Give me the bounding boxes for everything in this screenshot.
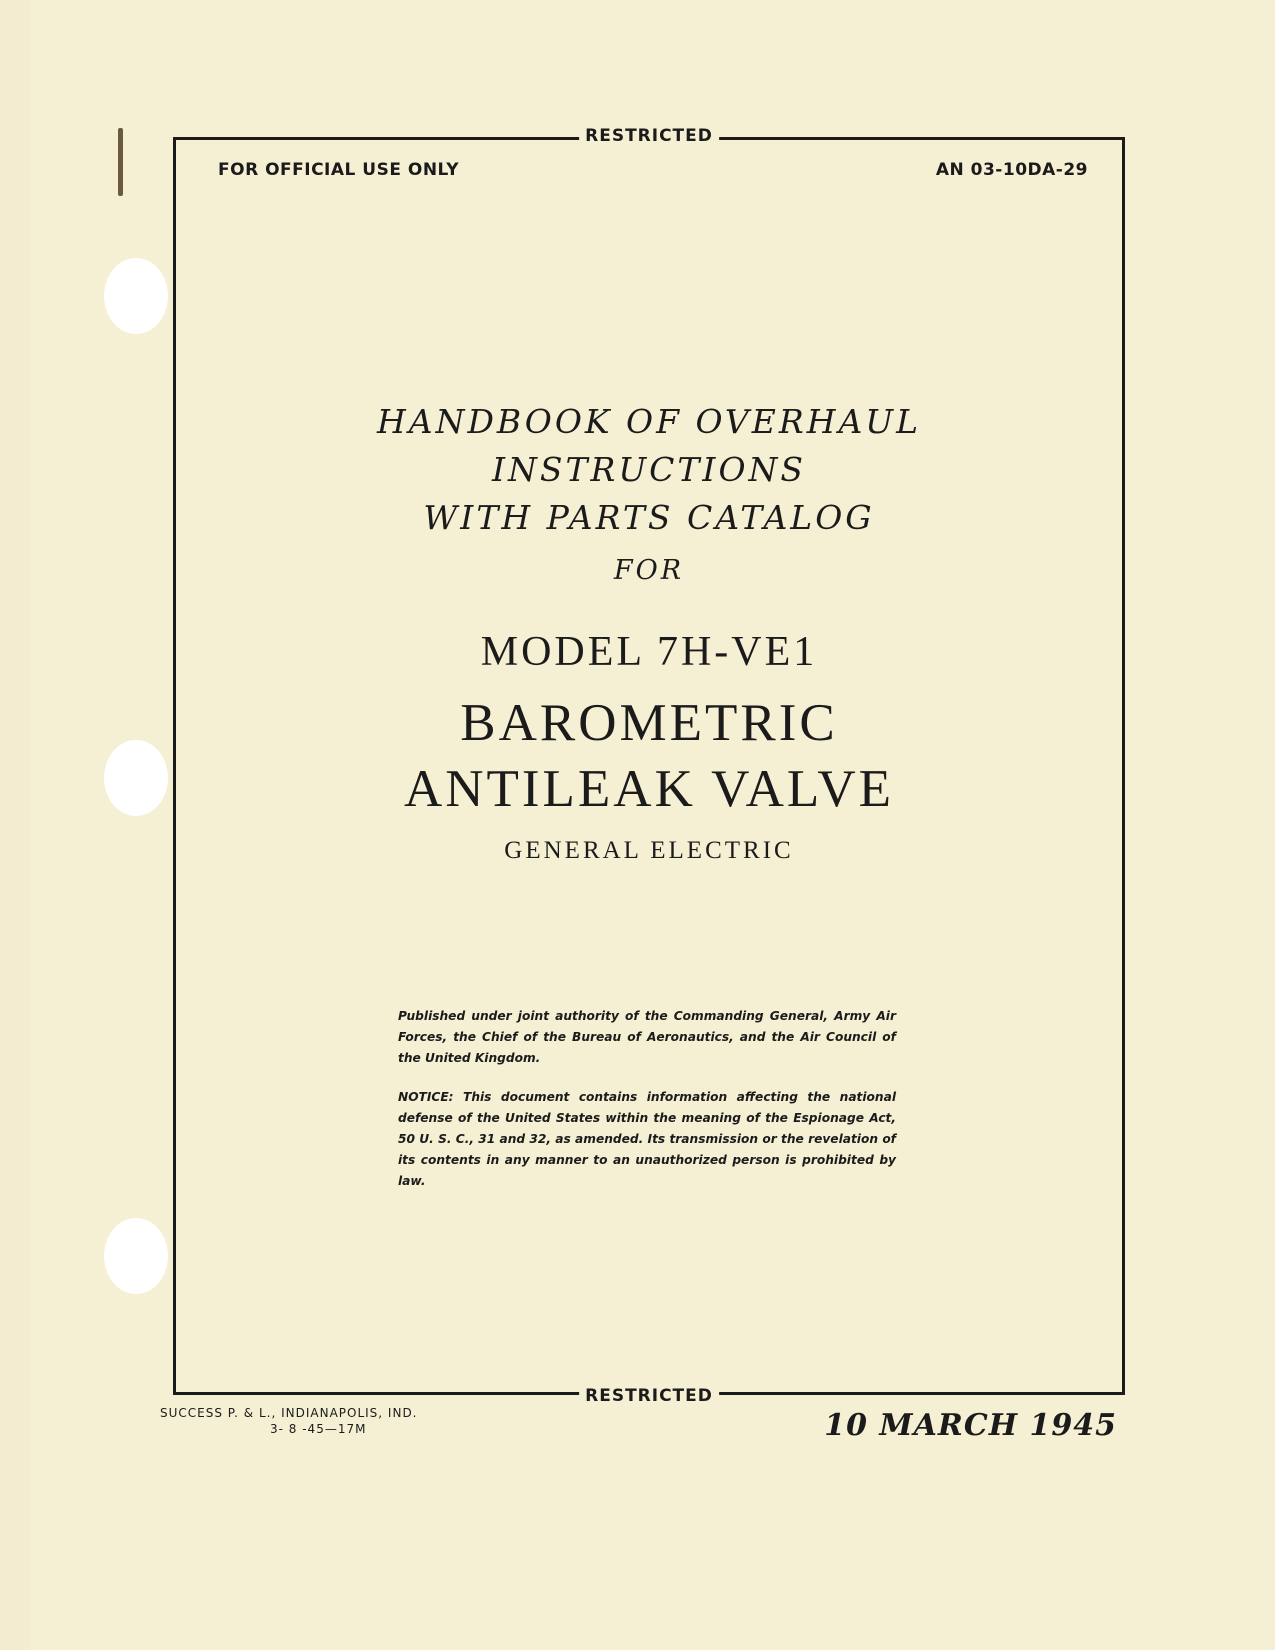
title-line-2: INSTRUCTIONS	[491, 450, 807, 489]
title-line-3: WITH PARTS CATALOG	[423, 498, 875, 537]
binder-hole-middle	[104, 740, 168, 816]
manufacturer: GENERAL ELECTRIC	[504, 837, 794, 864]
staple-mark	[118, 128, 123, 196]
printer-imprint	[160, 1405, 418, 1437]
publication-date: 10 MARCH 1945	[824, 1408, 1117, 1443]
print-code: 3- 8 -45—17M	[270, 1422, 367, 1436]
publication-notes	[398, 1006, 896, 1210]
product-name	[176, 690, 1122, 822]
official-use-label: FOR OFFICIAL USE ONLY	[218, 160, 460, 180]
restricted-border-frame	[173, 126, 1125, 1406]
title-for: FOR	[613, 555, 685, 586]
product-name-line-1: BAROMETRIC	[460, 694, 838, 752]
printer-name: SUCCESS P. & L., INDIANAPOLIS, IND.	[160, 1406, 418, 1420]
restricted-label-top: RESTRICTED	[579, 126, 719, 146]
product-name-line-2: ANTILEAK VALVE	[403, 760, 895, 818]
handbook-title	[176, 398, 1122, 590]
binder-hole-bottom	[104, 1218, 168, 1294]
espionage-notice: NOTICE: This document contains information affecting the national defense of the United States within the meaning of the Espionage Act, 50 U. S. C., 31 and 32, as amended. Its transmission or the revelation of its contents in any manner to an unauthorized person is prohibited by law.	[398, 1090, 896, 1188]
authority-statement: Published under joint authority of the Commanding General, Army Air Forces, the Chief of the Bureau of Aeronautics, and the Air Council of the United Kingdom.	[398, 1009, 896, 1065]
binder-hole-top	[104, 258, 168, 334]
model-number: MODEL 7H-VE1	[480, 629, 818, 675]
restricted-label-bottom: RESTRICTED	[579, 1386, 719, 1406]
document-number: AN 03-10DA-29	[935, 160, 1088, 180]
title-line-1: HANDBOOK OF OVERHAUL	[376, 402, 922, 441]
